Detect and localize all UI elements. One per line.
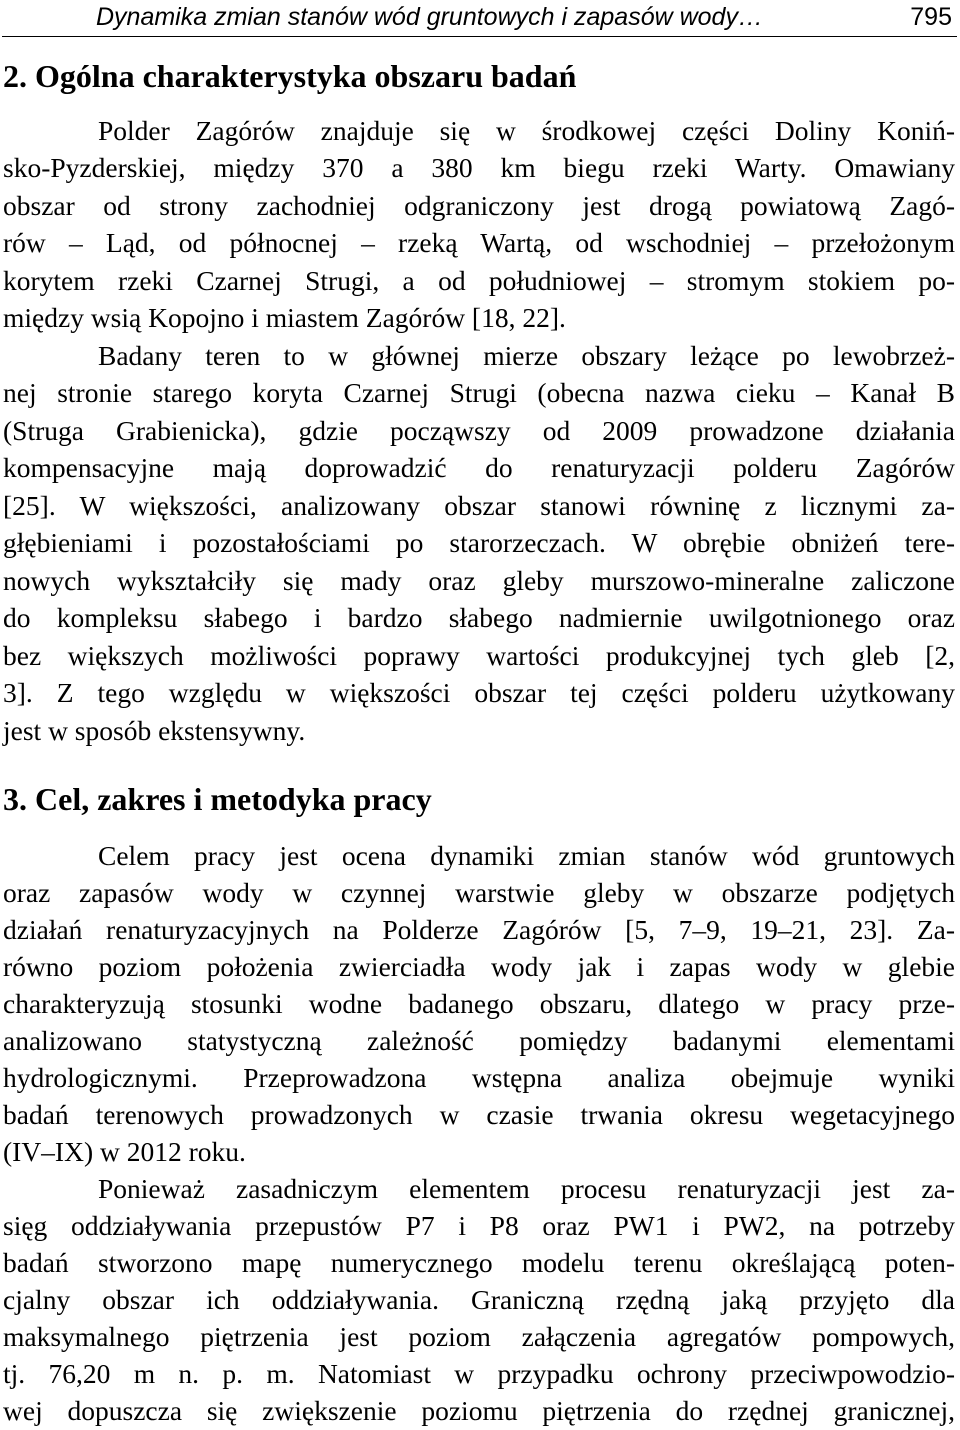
text-line: [25]. W większości, analizowany obszar stanowi równinę z licznymi za- bbox=[3, 490, 955, 521]
text-line: oraz zapasów wody w czynnej warstwie gleby w obszarze podjętych bbox=[3, 877, 955, 908]
text-line: (IV–IX) w 2012 roku. bbox=[3, 1136, 246, 1167]
text-line: jest w sposób ekstensywny. bbox=[3, 715, 306, 746]
section-heading-2: 2. Ogólna charakterystyka obszaru badań bbox=[3, 58, 577, 94]
text-line: głębieniami i pozostałościami po starorzeczach. W obrębie obniżeń tere- bbox=[3, 527, 955, 558]
text-line: 3]. Z tego względu w większości obszar tej części polderu użytkowany bbox=[3, 677, 955, 708]
text-line: (Struga Grabienicka), gdzie począwszy od 2009 prowadzone działania bbox=[3, 415, 955, 446]
text-line: Badany teren to w głównej mierze obszary leżące po lewobrzeż- bbox=[98, 340, 955, 371]
text-line: nowych wykształciły się mady oraz gleby murszowo-mineralne zaliczone bbox=[3, 565, 955, 596]
text-line: charakteryzują stosunki wodne badanego obszaru, dlatego w pracy prze- bbox=[3, 988, 955, 1019]
text-line: analizowano statystyczną zależność pomiędzy badanymi elementami bbox=[3, 1025, 955, 1056]
text-line: równo poziom położenia zwierciadła wody jak i zapas wody w glebie bbox=[3, 951, 955, 982]
text-line: badań stworzono mapę numerycznego modelu terenu określającą poten- bbox=[3, 1247, 955, 1278]
text-line: nej stronie starego koryta Czarnej Strugi (obecna nazwa cieku – Kanał B bbox=[3, 377, 955, 408]
section-heading-3: 3. Cel, zakres i metodyka pracy bbox=[3, 781, 432, 817]
text-line: Ponieważ zasadniczym elementem procesu renaturyzacji jest za- bbox=[98, 1173, 955, 1204]
text-line: wej dopuszcza się zwiększenie poziomu piętrzenia do rzędnej granicznej, bbox=[3, 1395, 955, 1426]
text-line: bez większych możliwości poprawy wartości produkcyjnej tych gleb [2, bbox=[3, 640, 955, 671]
text-line: maksymalnego piętrzenia jest poziom załączenia agregatów pompowych, bbox=[3, 1321, 955, 1352]
text-line: do kompleksu słabego i bardzo słabego nadmiernie uwilgotnionego oraz bbox=[3, 602, 955, 633]
text-line: rów – Ląd, od północnej – rzeką Wartą, od wschodniej – przełożonym bbox=[3, 227, 955, 258]
text-line: obszar od strony zachodniej odgraniczony jest drogą powiatową Zagó- bbox=[3, 190, 955, 221]
running-title: Dynamika zmian stanów wód gruntowych i zapasów wody… bbox=[96, 3, 763, 31]
text-line: tj. 76,20 m n. p. m. Natomiast w przypadku ochrony przeciwpowodzio- bbox=[3, 1358, 955, 1389]
text-line: sko-Pyzderskiej, między 370 a 380 km biegu rzeki Warty. Omawiany bbox=[3, 152, 955, 183]
text-line: Celem pracy jest ocena dynamiki zmian stanów wód gruntowych bbox=[98, 840, 955, 871]
page-number: 795 bbox=[910, 3, 952, 31]
running-header bbox=[96, 0, 956, 36]
text-line: działań renaturyzacyjnych na Polderze Zagórów [5, 7–9, 19–21, 23]. Za- bbox=[3, 914, 955, 945]
text-line: kompensacyjne mają doprowadzić do renaturyzacji polderu Zagórów bbox=[3, 452, 955, 483]
text-line: Polder Zagórów znajduje się w środkowej części Doliny Koniń- bbox=[98, 115, 955, 146]
text-line: między wsią Kopojno i miastem Zagórów [18, 22]. bbox=[3, 302, 566, 333]
text-line: cjalny obszar ich oddziaływania. Graniczną rzędną jaką przyjęto dla bbox=[3, 1284, 955, 1315]
header-rule bbox=[2, 36, 957, 37]
text-line: korytem rzeki Czarnej Strugi, a od południowej – stromym stokiem po- bbox=[3, 265, 955, 296]
text-line: hydrologicznymi. Przeprowadzona wstępna analiza obejmuje wyniki bbox=[3, 1062, 955, 1093]
text-line: sięg oddziaływania przepustów P7 i P8 oraz PW1 i PW2, na potrzeby bbox=[3, 1210, 955, 1241]
text-line: badań terenowych prowadzonych w czasie trwania okresu wegetacyjnego bbox=[3, 1099, 955, 1130]
